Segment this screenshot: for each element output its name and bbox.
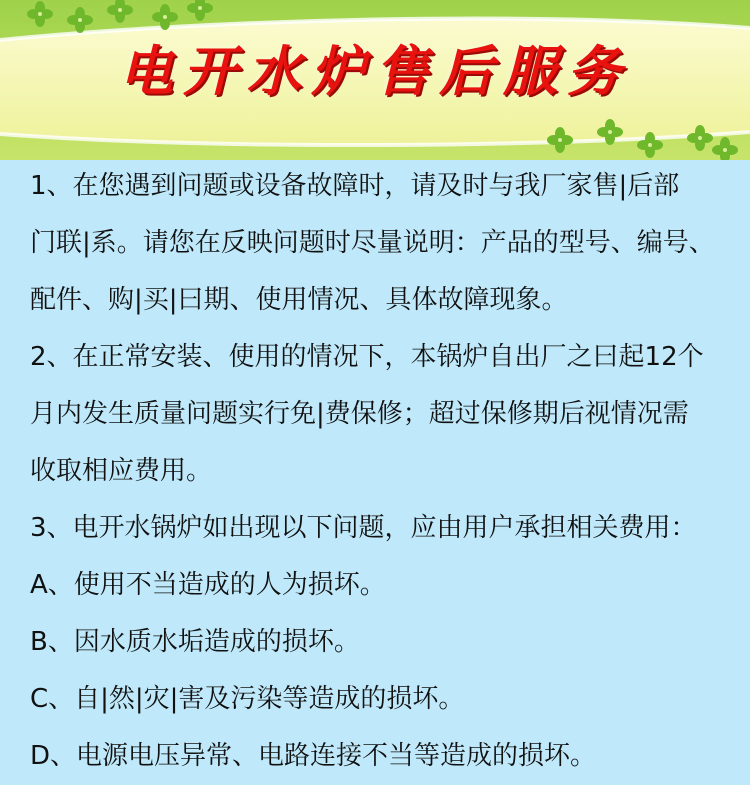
paragraph-contact [30,158,730,329]
list-item-a [30,557,730,614]
text-line: B、因水质水垢造成的损坏。 [30,627,360,657]
list-item-b [30,614,730,671]
paragraph-user-liability [30,500,730,557]
text-line: D、电源电压异常、电路连接不当等造成的损坏。 [30,741,597,771]
text-line: 配件、购|买|曰期、使用情况、具体故障现象。 [30,285,568,315]
list-item-c [30,671,730,728]
text-line: 3、电开水锅炉如出现以下问题，应由用户承担相关费用： [30,513,697,543]
page-title: 电开水炉售后服务 [119,40,631,103]
text-line: C、自|然|灾|害及污染等造成的损坏。 [30,684,465,714]
text-line: 月内发生质量问题实行免|费保修；超过保修期后视情况需 [30,399,689,429]
paragraph-warranty [30,329,730,500]
text-line: A、使用不当造成的人为损坏。 [30,570,386,600]
text-line: 1、在您遇到问题或设备故障时，请及时与我厂家售|后部 [30,171,680,201]
text-line: 2、在正常安装、使用的情况下，本锅炉自出厂之曰起12个 [30,342,704,372]
header-banner [0,0,750,160]
text-line: 门联|系。请您在反映问题时尽量说明：产品的型号、编号、 [30,228,715,258]
list-item-d [30,728,730,785]
text-line: 收取相应费用。 [30,456,213,486]
service-terms [30,158,730,785]
